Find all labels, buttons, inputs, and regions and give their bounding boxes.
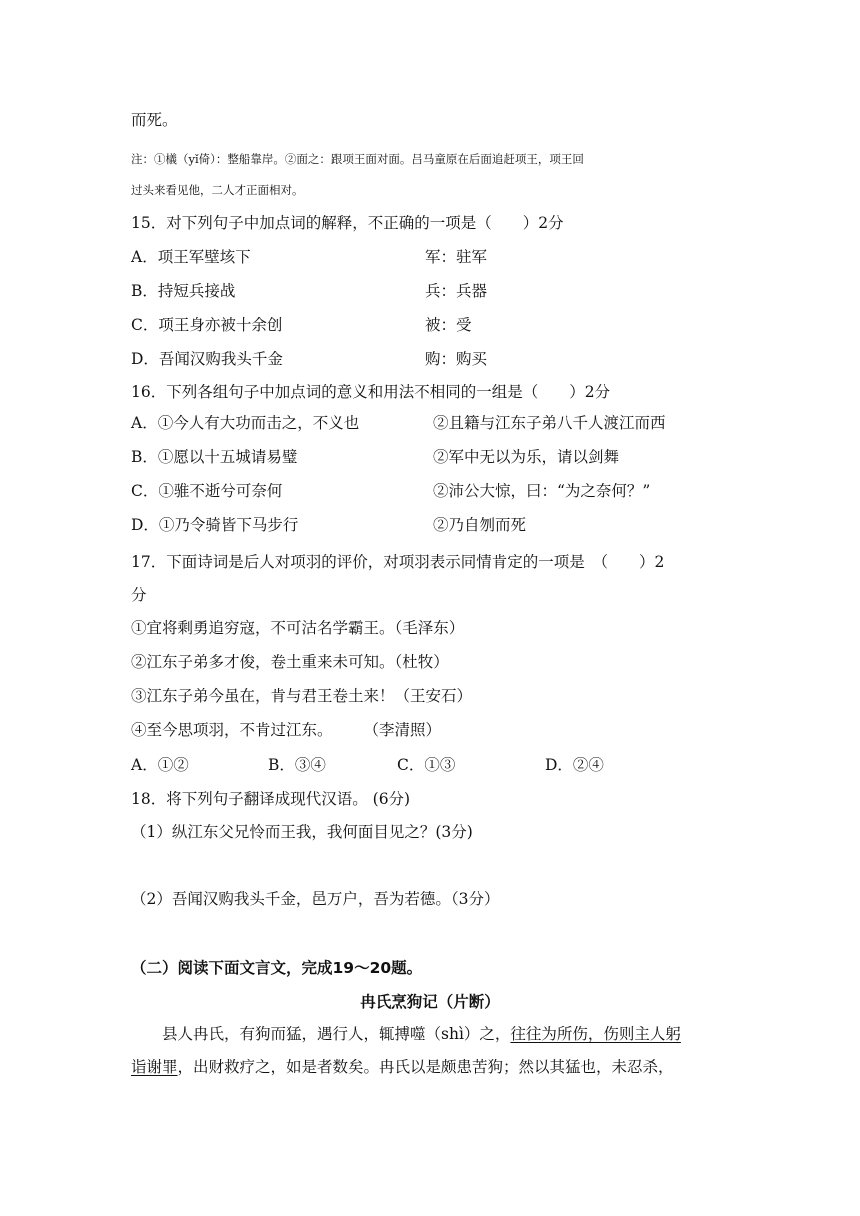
q18-sentence-2: （2）吾闻汉购我头千金，邑万户，吾为若德。（3分） <box>131 890 500 908</box>
q17-choice-b: B．③④ <box>268 756 326 774</box>
q17-poem-2: ②江东子弟多才俊，卷土重来未可知。（杜牧） <box>131 653 449 671</box>
q15-option-b: B．持短兵接战 <box>131 282 236 300</box>
q17-stem: 17．下面诗词是后人对项羽的评价，对项羽表示同情肯定的一项是 （ ）2 <box>131 553 665 571</box>
underlined-phrase-cont: 诣谢罪 <box>131 1058 178 1076</box>
note-line-2: 过头来看见他，二人才正面相对。 <box>131 183 304 197</box>
q15-option-a: A．项王军壁垓下 <box>131 248 251 266</box>
q15-option-d-meaning: 购：购买 <box>425 350 488 368</box>
section-heading: （二）阅读下面文言文，完成19～20题。 <box>131 959 423 977</box>
passage-line-2 <box>131 1057 674 1077</box>
q16-option-a-right: ②且籍与江东子弟八千人渡江而西 <box>433 414 666 432</box>
q15-option-d: D．吾闻汉购我头千金 <box>131 350 283 368</box>
passage-line-1 <box>131 1024 681 1044</box>
q17-stem-cont: 分 <box>131 586 147 604</box>
q16-option-c-right: ②沛公大惊，曰：“为之奈何？” <box>433 482 651 500</box>
q17-poem-3: ③江东子弟今虽在，肯与君王卷土来！（王安石） <box>131 687 473 705</box>
q16-stem: 16．下列各组句子中加点词的意义和用法不相同的一组是（ ）2分 <box>131 383 611 401</box>
q18-sentence-1: （1）纵江东父兄怜而王我，我何面目见之？(3分) <box>131 823 473 841</box>
passage-line-1-text: 县人冉氏，有狗而猛，遇行人，辄搏噬（shì）之， <box>131 1025 511 1043</box>
q17-poem-4: ④至今思项羽，不肯过江东。 （李清照） <box>131 721 442 739</box>
q15-option-c-meaning: 被：受 <box>425 316 472 334</box>
q17-poem-1: ①宜将剩勇追穷寇，不可沽名学霸王。（毛泽东） <box>131 619 465 637</box>
q15-option-a-meaning: 军：驻军 <box>425 248 488 266</box>
q16-option-d-left: D．①乃令骑皆下马步行 <box>131 516 299 534</box>
q16-option-a-left: A．①今人有大功而击之，不义也 <box>131 414 360 432</box>
passage-end: 而死。 <box>131 111 178 129</box>
q17-choice-c: C．①③ <box>397 756 456 774</box>
note-line-1: 注：①檥（yǐ倚）：整船靠岸。②面之：跟项王面对面。吕马童原在后面追赶项王，项王回 <box>131 152 584 166</box>
q15-option-c: C．项王身亦被十余创 <box>131 316 283 334</box>
underlined-phrase: 往往为所伤，伤则主人躬 <box>510 1025 681 1043</box>
q15-option-b-meaning: 兵：兵器 <box>425 282 488 300</box>
q18-stem: 18．将下列句子翻译成现代汉语。 (6分) <box>131 790 411 808</box>
passage-title: 冉氏烹狗记（片断） <box>360 992 500 1011</box>
q17-choice-a: A．①② <box>131 756 189 774</box>
q15-stem: 15．对下列句子中加点词的解释，不正确的一项是（ ）2分 <box>131 214 564 232</box>
q16-option-c-left: C．①骓不逝兮可奈何 <box>131 482 283 500</box>
q16-option-b-left: B．①愿以十五城请易璧 <box>131 448 298 466</box>
q16-option-d-right: ②乃自刎而死 <box>433 516 527 534</box>
q17-choice-d: D．②④ <box>545 756 604 774</box>
passage-line-2-text: ，出财救疗之，如是者数矣。冉氏以是颇患苦狗；然以其猛也，未忍杀， <box>177 1058 674 1076</box>
q16-option-b-right: ②军中无以为乐，请以剑舞 <box>433 448 620 466</box>
